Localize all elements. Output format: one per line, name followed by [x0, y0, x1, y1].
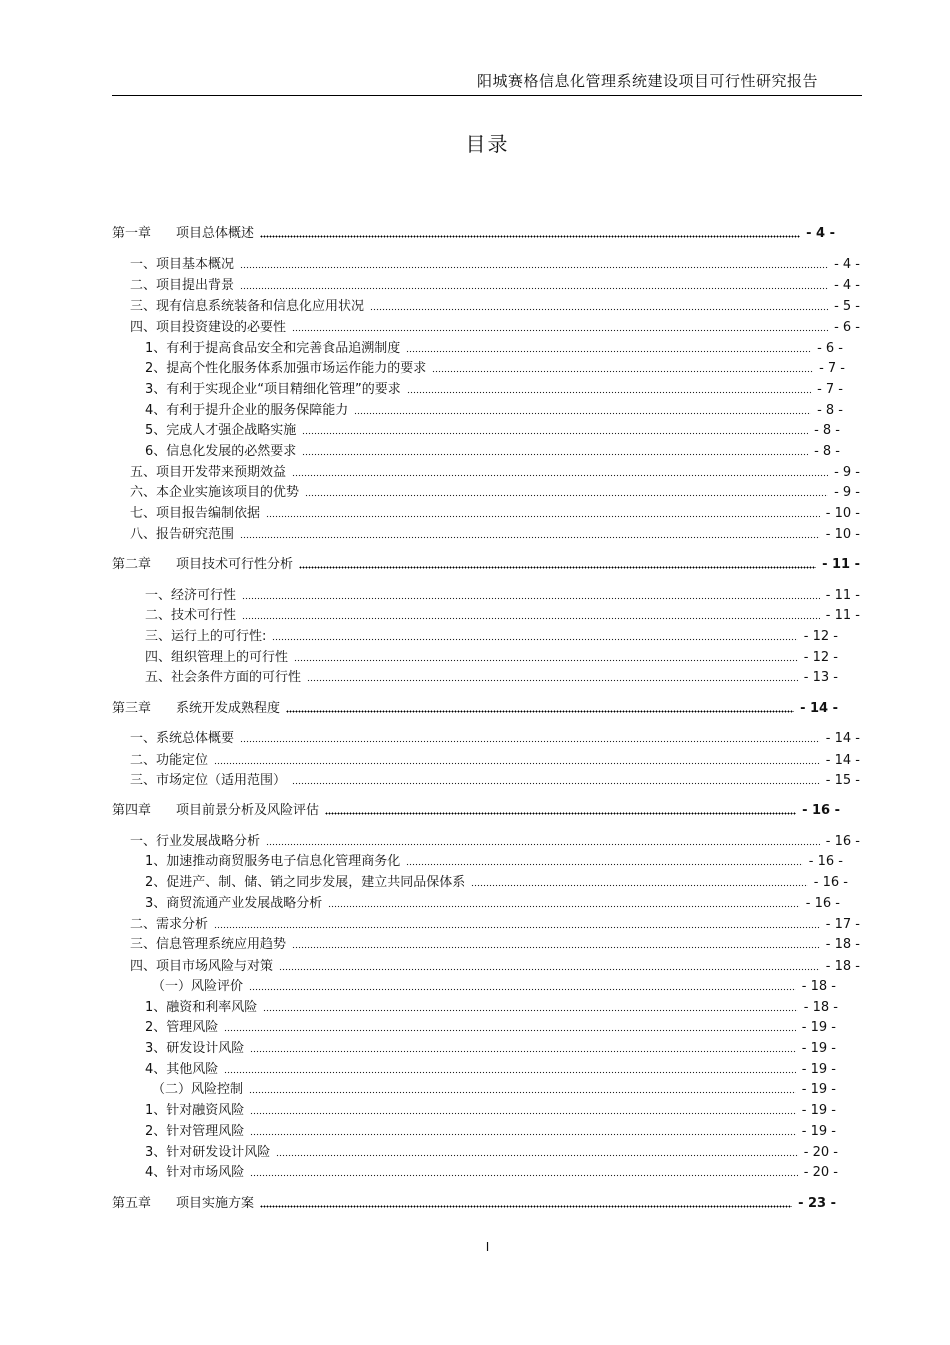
toc-label-text: 二、需求分析 [130, 917, 209, 932]
toc-page-number: - 12 - [803, 650, 838, 665]
toc-leader-dots [240, 731, 820, 743]
toc-page-number: - 11 - [822, 557, 860, 572]
toc-page-number: - 13 - [803, 670, 838, 685]
toc-label [130, 316, 286, 335]
toc-leader-dots [249, 979, 796, 991]
toc-label-text: 二、技术可行性 [145, 608, 237, 623]
toc-label [145, 1058, 218, 1077]
toc-label-text: 三、信息管理系统应用趋势 [130, 937, 287, 952]
toc-label [130, 502, 260, 521]
toc-label-text: 系统开发成熟程度 [176, 701, 281, 716]
toc-page-number: - 14 - [800, 701, 838, 716]
toc-label [145, 399, 348, 418]
toc-label [145, 646, 288, 665]
toc-label-text: 五、项目开发带来预期效益 [130, 465, 287, 480]
toc-entry-row[interactable] [130, 769, 860, 789]
toc-leader-dots [242, 608, 820, 620]
toc-page-number: - 11 - [825, 588, 860, 603]
toc-entry-row[interactable] [145, 666, 838, 686]
toc-label [130, 955, 273, 974]
toc-label [130, 481, 299, 500]
toc-label-text: 2、提高个性化服务体系加强市场运作能力的要求 [145, 361, 427, 376]
toc-label-text: 三、市场定位（适用范围） [130, 773, 287, 788]
toc-leader-dots [328, 896, 800, 908]
toc-label-text: 3、商贸流通产业发展战略分析 [145, 896, 323, 911]
toc-chapter-number: 第四章 [112, 803, 152, 818]
toc-entry-row[interactable] [130, 955, 860, 975]
toc-label-text: （二）风险控制 [152, 1082, 244, 1097]
toc-label [130, 295, 364, 314]
toc-label-text: 六、本企业实施该项目的优势 [130, 485, 300, 500]
toc-entry-row[interactable] [145, 357, 845, 377]
toc-page-number: - 19 - [801, 1103, 836, 1118]
toc-page-number: - 14 - [825, 753, 860, 768]
toc-entry-row[interactable] [145, 584, 860, 604]
toc-entry-row[interactable] [152, 1078, 836, 1098]
toc-page-number: - 18 - [801, 979, 836, 994]
toc-leader-dots [302, 444, 808, 456]
toc-entry-row[interactable] [145, 399, 843, 419]
toc-page-number: - 18 - [825, 959, 860, 974]
toc-entry-row[interactable] [145, 871, 848, 891]
toc-label-text: 4、其他风险 [145, 1062, 219, 1077]
toc-label-text: 二、功能定位 [130, 753, 209, 768]
toc-label-text: 二、项目提出背景 [130, 278, 235, 293]
toc-label [145, 1099, 244, 1118]
toc-page-number: - 19 - [801, 1041, 836, 1056]
toc-label [130, 523, 234, 542]
toc-entry-row[interactable] [152, 975, 836, 995]
toc-label [145, 604, 236, 623]
toc-entry-row[interactable] [130, 523, 860, 543]
toc-label-text: 项目前景分析及风险评估 [176, 803, 320, 818]
toc-entry-row[interactable] [130, 461, 860, 481]
toc-leader-dots [292, 773, 820, 785]
toc-label-text: 2、管理风险 [145, 1020, 219, 1035]
toc-leader-dots [250, 1041, 796, 1053]
toc-page-number: - 6 - [817, 341, 843, 356]
toc-chapter-row[interactable] [112, 553, 860, 573]
toc-entry-row[interactable] [145, 850, 843, 870]
toc-entry-row[interactable] [145, 1120, 836, 1140]
toc-leader-dots [354, 403, 811, 415]
toc-chapter-row[interactable] [112, 222, 835, 242]
toc-label [145, 1037, 244, 1056]
toc-label [145, 871, 465, 890]
toc-chapter-number: 第五章 [112, 1196, 152, 1211]
toc-leader-dots [407, 382, 811, 394]
toc-label [145, 357, 426, 376]
toc-entry-row[interactable] [145, 625, 838, 645]
toc-leader-dots [370, 299, 828, 311]
toc-entry-row[interactable] [145, 419, 840, 439]
toc-page-number: - 16 - [813, 875, 848, 890]
toc-leader-dots [240, 527, 820, 539]
toc-leader-dots [260, 226, 800, 238]
toc-label-text: 三、现有信息系统装备和信息化应用状况 [130, 299, 365, 314]
toc-leader-dots [242, 588, 820, 600]
toc-leader-dots [292, 465, 828, 477]
toc-entry-row[interactable] [145, 892, 840, 912]
running-header-title: 阳城赛格信息化管理系统建设项目可行性研究报告 [476, 72, 818, 90]
toc-leader-dots [272, 629, 797, 641]
toc-entry-row[interactable] [145, 646, 838, 666]
toc-leader-dots [240, 278, 828, 290]
toc-label-text: 一、系统总体概要 [130, 731, 235, 746]
toc-entry-row[interactable] [130, 481, 860, 501]
toc-page-number: - 20 - [803, 1145, 838, 1160]
toc-entry-row[interactable] [130, 274, 860, 294]
toc-entry-row[interactable] [145, 1141, 838, 1161]
toc-entry-row[interactable] [130, 749, 860, 769]
toc-label-text: 4、针对市场风险 [145, 1165, 245, 1180]
toc-entry-row[interactable] [145, 604, 860, 624]
toc-leader-dots [294, 650, 798, 662]
toc-leader-dots [292, 937, 820, 949]
page-number: I [485, 1240, 490, 1254]
toc-label [112, 1192, 254, 1211]
toc-entry-row[interactable] [145, 337, 843, 357]
toc-label [152, 1078, 243, 1097]
toc-page-number: - 8 - [814, 444, 840, 459]
toc-chapter-number: 第三章 [112, 701, 152, 716]
toc-entry-row[interactable] [130, 316, 860, 336]
toc-label [145, 666, 301, 685]
toc-label [130, 769, 286, 788]
toc-label-text: 项目总体概述 [176, 226, 255, 241]
toc-label [152, 975, 243, 994]
toc-page-number: - 19 - [801, 1020, 836, 1035]
toc-page-number: - 9 - [834, 485, 860, 500]
toc-label-text: 4、有利于提升企业的服务保障能力 [145, 403, 349, 418]
toc-label-text: 八、报告研究范围 [130, 527, 235, 542]
toc-chapter-row[interactable] [112, 799, 840, 819]
toc-entry-row[interactable] [145, 1016, 836, 1036]
toc-label-text: 七、项目报告编制依据 [130, 506, 261, 521]
toc-label [145, 337, 400, 356]
toc-entry-row[interactable] [130, 253, 860, 273]
toc-page-number: - 15 - [825, 773, 860, 788]
toc-label-text: 3、研发设计风险 [145, 1041, 245, 1056]
toc-chapter-number: 第一章 [112, 226, 152, 241]
toc-leader-dots [250, 1103, 796, 1115]
toc-label-text: 5、完成人才强企战略实施 [145, 423, 297, 438]
toc-chapter-row[interactable] [112, 1192, 836, 1212]
toc-entry-row[interactable] [145, 1161, 838, 1181]
toc-page-number: - 7 - [817, 382, 843, 397]
toc-page-number: - 16 - [825, 834, 860, 849]
toc-entry-row[interactable] [145, 996, 838, 1016]
toc-page-number: - 11 - [825, 608, 860, 623]
toc-page-number: - 5 - [834, 299, 860, 314]
toc-entry-row[interactable] [130, 502, 860, 522]
toc-label-text: 四、项目市场风险与对策 [130, 959, 274, 974]
toc-leader-dots [276, 1145, 798, 1157]
toc-leader-dots [266, 834, 820, 846]
toc-page-number: - 16 - [802, 803, 840, 818]
toc-label [112, 222, 254, 241]
toc-entry-row[interactable] [145, 1058, 836, 1078]
toc-label-text: 项目技术可行性分析 [176, 557, 294, 572]
toc-label [145, 850, 400, 869]
toc-label [130, 830, 260, 849]
toc-label-text: 6、信息化发展的必然要求 [145, 444, 297, 459]
toc-page-number: - 23 - [798, 1196, 836, 1211]
toc-leader-dots [305, 485, 828, 497]
toc-page-number: - 9 - [834, 465, 860, 480]
page-title: 目录 [465, 132, 510, 156]
toc-leader-dots [214, 753, 820, 765]
toc-leader-dots [250, 1124, 796, 1136]
toc-leader-dots [299, 557, 816, 569]
toc-page-number: - 6 - [834, 320, 860, 335]
toc-label-text: （一）风险评价 [152, 979, 244, 994]
toc-label-text: 项目实施方案 [176, 1196, 255, 1211]
toc-label-text: 三、运行上的可行性: [145, 629, 267, 644]
toc-page-number: - 16 - [808, 854, 843, 869]
toc-page-number: - 17 - [825, 917, 860, 932]
toc-page-number: - 10 - [825, 527, 860, 542]
toc-leader-dots [471, 875, 808, 887]
toc-label [112, 799, 319, 818]
toc-page-number: - 7 - [819, 361, 845, 376]
toc-leader-dots [214, 917, 820, 929]
toc-label-text: 1、融资和利率风险 [145, 1000, 258, 1015]
toc-label [130, 913, 208, 932]
toc-label [145, 419, 296, 438]
toc-leader-dots [240, 257, 828, 269]
toc-leader-dots [325, 803, 796, 815]
toc-page-number: - 18 - [825, 937, 860, 952]
toc-page-number: - 12 - [803, 629, 838, 644]
toc-entry-row[interactable] [130, 830, 860, 850]
toc-page-number: - 20 - [803, 1165, 838, 1180]
toc-entry-row[interactable] [130, 295, 860, 315]
toc-label [145, 1120, 244, 1139]
toc-leader-dots [260, 1196, 792, 1208]
toc-label-text: 四、组织管理上的可行性 [145, 650, 289, 665]
toc-leader-dots [279, 959, 820, 971]
toc-chapter-row[interactable] [112, 697, 838, 717]
toc-label [112, 553, 293, 572]
toc-leader-dots [224, 1020, 796, 1032]
toc-label-text: 一、行业发展战略分析 [130, 834, 261, 849]
toc-label [145, 378, 401, 397]
toc-page-number: - 4 - [806, 226, 835, 241]
toc-label-text: 3、有利于实现企业“项目精细化管理”的要求 [145, 382, 401, 397]
toc-page-number: - 8 - [814, 423, 840, 438]
toc-leader-dots [224, 1062, 796, 1074]
toc-page-number: - 4 - [834, 278, 860, 293]
toc-label-text: 3、针对研发设计风险 [145, 1145, 271, 1160]
toc-label [145, 1161, 244, 1180]
toc-leader-dots [250, 1165, 798, 1177]
toc-entry-row[interactable] [145, 1037, 836, 1057]
toc-leader-dots [406, 854, 803, 866]
toc-page-number: - 19 - [801, 1124, 836, 1139]
toc-leader-dots [432, 361, 813, 373]
toc-page-number: - 19 - [801, 1062, 836, 1077]
toc-entry-row[interactable] [145, 1099, 836, 1119]
toc-label-text: 1、加速推动商贸服务电子信息化管理商务化 [145, 854, 401, 869]
toc-entry-row[interactable] [130, 933, 860, 953]
toc-page-number: - 10 - [825, 506, 860, 521]
toc-label-text: 一、项目基本概况 [130, 257, 235, 272]
toc-label [145, 440, 296, 459]
toc-leader-dots [266, 506, 820, 518]
toc-entry-row[interactable] [130, 727, 860, 747]
toc-label [145, 625, 266, 644]
toc-label-text: 2、针对管理风险 [145, 1124, 245, 1139]
toc-label [145, 1141, 270, 1160]
toc-label [145, 584, 236, 603]
toc-leader-dots [292, 320, 828, 332]
toc-label [130, 274, 234, 293]
toc-page-number: - 14 - [825, 731, 860, 746]
toc-entry-row[interactable] [145, 440, 840, 460]
toc-leader-dots [302, 423, 808, 435]
toc-leader-dots [249, 1082, 796, 1094]
toc-label-text: 四、项目投资建设的必要性 [130, 320, 287, 335]
toc-page-number: - 19 - [801, 1082, 836, 1097]
toc-leader-dots [406, 341, 811, 353]
toc-entry-row[interactable] [145, 378, 843, 398]
toc-label [112, 697, 280, 716]
toc-label [145, 996, 257, 1015]
toc-label [145, 1016, 218, 1035]
toc-label-text: 2、促进产、制、储、销之同步发展，建立共同品保体系 [145, 875, 466, 890]
toc-label [145, 892, 322, 911]
toc-leader-dots [307, 670, 798, 682]
toc-page-number: - 8 - [817, 403, 843, 418]
toc-label [130, 933, 286, 952]
toc-label-text: 一、经济可行性 [145, 588, 237, 603]
toc-chapter-number: 第二章 [112, 557, 152, 572]
toc-label-text: 1、针对融资风险 [145, 1103, 245, 1118]
toc-label [130, 749, 208, 768]
toc-page-number: - 4 - [834, 257, 860, 272]
toc-page-number: - 18 - [803, 1000, 838, 1015]
toc-label [130, 253, 234, 272]
toc-label [130, 727, 234, 746]
toc-label-text: 1、有利于提高食品安全和完善食品追溯制度 [145, 341, 401, 356]
toc-page-number: - 16 - [805, 896, 840, 911]
toc-entry-row[interactable] [130, 913, 860, 933]
toc-label-text: 五、社会条件方面的可行性 [145, 670, 302, 685]
toc-label [130, 461, 286, 480]
toc-leader-dots [263, 1000, 798, 1012]
toc-leader-dots [286, 701, 794, 713]
